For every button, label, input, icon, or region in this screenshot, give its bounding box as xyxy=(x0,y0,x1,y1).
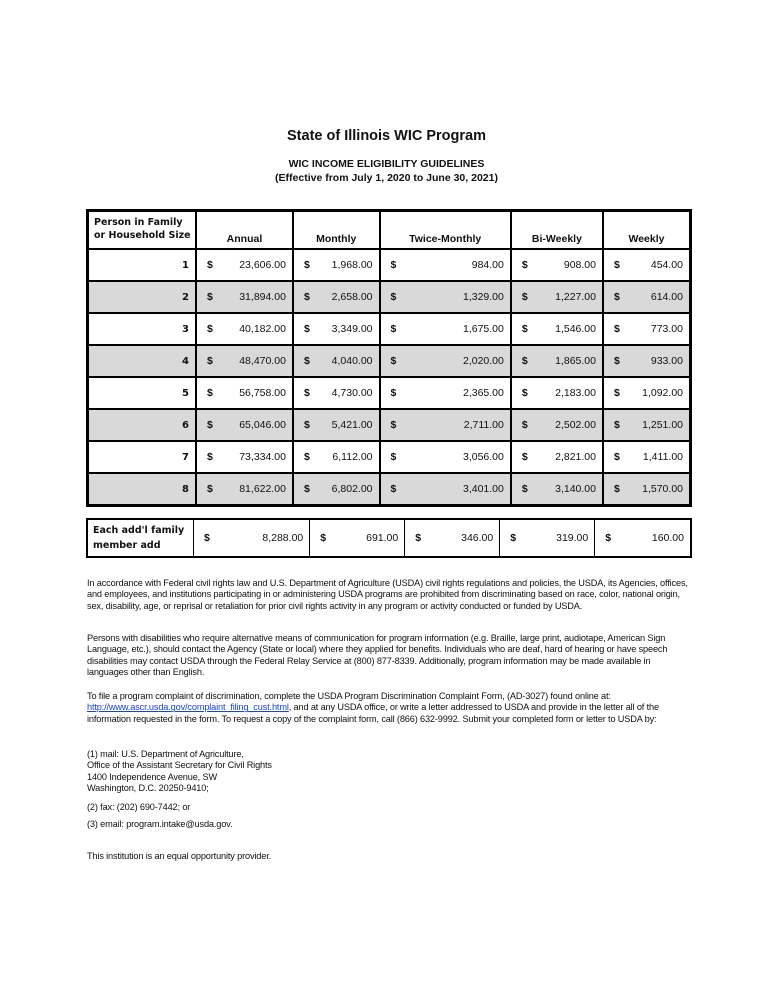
currency-symbol: $ xyxy=(303,387,310,399)
bi-weekly-cell xyxy=(511,441,603,473)
subtitle-line-2: (Effective from July 1, 2020 to June 30, 2021) xyxy=(275,172,498,184)
currency-symbol: $ xyxy=(521,419,528,431)
currency-symbol: $ xyxy=(510,532,517,544)
amount: 56,758.00 xyxy=(239,387,286,399)
currency-symbol: $ xyxy=(390,259,397,271)
monthly-cell xyxy=(293,281,380,313)
currency-symbol: $ xyxy=(207,291,213,303)
currency-symbol: $ xyxy=(207,419,213,431)
amount: 691.00 xyxy=(366,532,399,544)
currency-symbol: $ xyxy=(521,483,528,495)
bi-weekly-cell xyxy=(511,409,603,441)
weekly-cell xyxy=(603,281,691,313)
currency-symbol: $ xyxy=(521,355,528,367)
household-size-cell: 2 xyxy=(88,281,197,313)
amount: 73,334.00 xyxy=(239,451,286,463)
amount: 3,056.00 xyxy=(462,451,504,463)
amount: 48,470.00 xyxy=(239,355,286,367)
monthly-cell xyxy=(293,377,380,409)
complaint-form-link[interactable]: http://www.ascr.usda.gov/complaint_filing_cust.html xyxy=(87,702,289,713)
amount: 1,968.00 xyxy=(331,259,373,271)
currency-symbol: $ xyxy=(207,323,213,335)
currency-symbol: $ xyxy=(303,291,310,303)
table-row xyxy=(88,249,691,281)
weekly-cell xyxy=(603,409,691,441)
amount: 614.00 xyxy=(650,291,683,303)
currency-symbol: $ xyxy=(390,419,397,431)
mail-line-3: 1400 Independence Avenue, SW xyxy=(87,771,217,782)
amount: 5,421.00 xyxy=(331,419,373,431)
currency-symbol: $ xyxy=(303,259,310,271)
currency-symbol: $ xyxy=(204,532,210,544)
currency-symbol: $ xyxy=(415,532,422,544)
currency-symbol: $ xyxy=(303,419,310,431)
amount: 454.00 xyxy=(650,259,683,271)
amount: 4,730.00 xyxy=(331,387,373,399)
additional-bi-weekly xyxy=(500,519,595,557)
currency-symbol: $ xyxy=(613,323,620,335)
annual-cell xyxy=(196,409,293,441)
monthly-cell xyxy=(293,409,380,441)
amount: 2,183.00 xyxy=(555,387,596,399)
additional-label-line1: Each add'l family xyxy=(93,525,185,536)
header-weekly: Weekly xyxy=(603,211,691,250)
header-bi-weekly: Bi-Weekly xyxy=(511,211,603,250)
currency-symbol: $ xyxy=(613,483,620,495)
header-household-size-line1: Person in Family xyxy=(94,217,183,228)
additional-member-label xyxy=(87,519,194,557)
complaint-text-after-link: , and at any USDA office, or write a letter addressed to USDA and provide in the letter all of the information requested in the form. To request a copy of the complaint form, call (866) 632-9992. Submit your completed form or letter to USDA by: xyxy=(87,702,659,724)
twice-monthly-cell xyxy=(380,377,511,409)
bi-weekly-cell xyxy=(511,345,603,377)
amount: 2,365.00 xyxy=(462,387,504,399)
header-twice-monthly: Twice-Monthly xyxy=(380,211,511,250)
currency-symbol: $ xyxy=(303,451,310,463)
amount: 773.00 xyxy=(650,323,683,335)
twice-monthly-cell xyxy=(380,473,511,506)
annual-cell xyxy=(196,473,293,506)
currency-symbol: $ xyxy=(303,323,310,335)
table-header-row xyxy=(88,211,691,250)
mail-line-4: Washington, D.C. 20250-9410; xyxy=(87,782,209,793)
twice-monthly-cell xyxy=(380,249,511,281)
amount: 1,865.00 xyxy=(555,355,596,367)
amount: 4,040.00 xyxy=(331,355,373,367)
currency-symbol: $ xyxy=(613,291,620,303)
currency-symbol: $ xyxy=(390,451,397,463)
amount: 908.00 xyxy=(563,259,596,271)
mail-address-block xyxy=(87,749,692,794)
monthly-cell xyxy=(293,313,380,345)
complaint-text-before-link: To file a program complaint of discrimination, complete the USDA Program Discrimination Complaint Form, (AD-3027) found online at: xyxy=(87,691,611,701)
amount: 2,658.00 xyxy=(331,291,373,303)
annual-cell xyxy=(196,441,293,473)
amount: 2,821.00 xyxy=(555,451,596,463)
currency-symbol: $ xyxy=(605,532,612,544)
equal-opportunity-statement: This institution is an equal opportunity provider. xyxy=(87,851,272,861)
annual-cell xyxy=(196,249,293,281)
amount: 1,227.00 xyxy=(555,291,596,303)
email-line: (3) email: program.intake@usda.gov. xyxy=(87,819,233,829)
twice-monthly-cell xyxy=(380,281,511,313)
weekly-cell xyxy=(603,249,691,281)
additional-monthly xyxy=(310,519,405,557)
header-monthly: Monthly xyxy=(293,211,380,250)
amount: 2,502.00 xyxy=(555,419,596,431)
civil-rights-paragraph: In accordance with Federal civil rights law and U.S. Department of Agriculture (USDA) civil rights regulations and policies, the USDA, its Agencies, offices, and employees, and institutions participating in or administering USDA programs are prohibited from discriminating based on race, color, national origin, sex, disability, age, or reprisal or retaliation for prior civil rights activity in any program or activity conducted or funded by USDA. xyxy=(87,578,688,611)
monthly-cell xyxy=(293,441,380,473)
amount: 6,802.00 xyxy=(331,483,373,495)
header-annual: Annual xyxy=(196,211,293,250)
twice-monthly-cell xyxy=(380,345,511,377)
table-row xyxy=(88,409,691,441)
currency-symbol: $ xyxy=(390,355,397,367)
amount: 31,894.00 xyxy=(239,291,286,303)
currency-symbol: $ xyxy=(303,355,310,367)
header-household-size xyxy=(88,211,197,250)
household-size-cell: 8 xyxy=(88,473,197,506)
currency-symbol: $ xyxy=(207,387,213,399)
currency-symbol: $ xyxy=(320,532,327,544)
currency-symbol: $ xyxy=(390,387,397,399)
table-row xyxy=(88,281,691,313)
currency-symbol: $ xyxy=(303,483,310,495)
amount: 984.00 xyxy=(471,259,504,271)
annual-cell xyxy=(196,377,293,409)
currency-symbol: $ xyxy=(390,323,397,335)
annual-cell xyxy=(196,345,293,377)
additional-weekly xyxy=(595,519,691,557)
amount: 1,251.00 xyxy=(642,419,683,431)
income-guidelines-table xyxy=(86,209,692,507)
currency-symbol: $ xyxy=(207,451,213,463)
household-size-cell: 7 xyxy=(88,441,197,473)
currency-symbol: $ xyxy=(521,387,528,399)
weekly-cell xyxy=(603,441,691,473)
household-size-cell: 4 xyxy=(88,345,197,377)
currency-symbol: $ xyxy=(207,483,213,495)
amount: 3,349.00 xyxy=(331,323,373,335)
annual-cell xyxy=(196,313,293,345)
bi-weekly-cell xyxy=(511,473,603,506)
currency-symbol: $ xyxy=(521,259,528,271)
amount: 160.00 xyxy=(651,532,684,544)
amount: 1,092.00 xyxy=(642,387,683,399)
household-size-cell: 1 xyxy=(88,249,197,281)
amount: 8,288.00 xyxy=(262,532,304,544)
mail-line-2: Office of the Assistant Secretary for Civil Rights xyxy=(87,760,272,771)
household-size-cell: 6 xyxy=(88,409,197,441)
currency-symbol: $ xyxy=(390,483,397,495)
header-household-size-line2: or Household Size xyxy=(94,230,191,241)
amount: 2,020.00 xyxy=(462,355,504,367)
twice-monthly-cell xyxy=(380,441,511,473)
currency-symbol: $ xyxy=(613,387,620,399)
disabilities-paragraph: Persons with disabilities who require alternative means of communication for program information (e.g. Braille, large print, audiotape, American Sign Language, etc.), should contact the Agency (State or local) where they applied for benefits. Individuals who are deaf, hard of hearing or have speech disabilities may contact USDA through the Federal Relay Service at (800) 877-8339. Additionally, program information may be made available in languages other than English. xyxy=(87,633,668,677)
monthly-cell xyxy=(293,473,380,506)
additional-member-row xyxy=(87,519,691,557)
document-title: State of Illinois WIC Program xyxy=(287,128,486,144)
weekly-cell xyxy=(603,313,691,345)
amount: 1,546.00 xyxy=(555,323,596,335)
household-size-cell: 5 xyxy=(88,377,197,409)
table-row xyxy=(88,441,691,473)
additional-twice-monthly xyxy=(405,519,500,557)
amount: 3,401.00 xyxy=(462,483,504,495)
amount: 2,711.00 xyxy=(463,419,504,431)
amount: 1,570.00 xyxy=(642,483,683,495)
table-row xyxy=(88,377,691,409)
amount: 3,140.00 xyxy=(555,483,596,495)
currency-symbol: $ xyxy=(390,291,397,303)
weekly-cell xyxy=(603,377,691,409)
bi-weekly-cell xyxy=(511,249,603,281)
amount: 1,675.00 xyxy=(462,323,504,335)
currency-symbol: $ xyxy=(521,323,528,335)
currency-symbol: $ xyxy=(613,451,620,463)
table-row xyxy=(88,473,691,506)
currency-symbol: $ xyxy=(613,419,620,431)
additional-annual xyxy=(194,519,310,557)
amount: 40,182.00 xyxy=(239,323,286,335)
amount: 81,622.00 xyxy=(239,483,286,495)
amount: 65,046.00 xyxy=(239,419,286,431)
amount: 1,411.00 xyxy=(642,451,683,463)
mail-line-1: (1) mail: U.S. Department of Agriculture, xyxy=(87,749,244,759)
bi-weekly-cell xyxy=(511,313,603,345)
currency-symbol: $ xyxy=(207,355,213,367)
monthly-cell xyxy=(293,345,380,377)
monthly-cell xyxy=(293,249,380,281)
table-row xyxy=(88,313,691,345)
twice-monthly-cell xyxy=(380,313,511,345)
amount: 346.00 xyxy=(461,532,494,544)
bi-weekly-cell xyxy=(511,377,603,409)
amount: 1,329.00 xyxy=(462,291,504,303)
amount: 23,606.00 xyxy=(239,259,286,271)
currency-symbol: $ xyxy=(521,451,528,463)
weekly-cell xyxy=(603,345,691,377)
currency-symbol: $ xyxy=(207,259,213,271)
twice-monthly-cell xyxy=(380,409,511,441)
subtitle-line-1: WIC INCOME ELIGIBILITY GUIDELINES xyxy=(288,158,485,170)
complaint-paragraph xyxy=(87,691,692,725)
currency-symbol: $ xyxy=(521,291,528,303)
amount: 6,112.00 xyxy=(332,451,373,463)
amount: 319.00 xyxy=(556,532,589,544)
weekly-cell xyxy=(603,473,691,506)
amount: 933.00 xyxy=(650,355,683,367)
household-size-cell: 3 xyxy=(88,313,197,345)
bi-weekly-cell xyxy=(511,281,603,313)
document-subtitle xyxy=(0,157,773,185)
additional-member-table xyxy=(86,518,692,558)
table-row xyxy=(88,345,691,377)
currency-symbol: $ xyxy=(613,355,620,367)
currency-symbol: $ xyxy=(613,259,620,271)
fax-line: (2) fax: (202) 690-7442; or xyxy=(87,802,191,812)
annual-cell xyxy=(196,281,293,313)
additional-label-line2: member add xyxy=(93,540,161,551)
